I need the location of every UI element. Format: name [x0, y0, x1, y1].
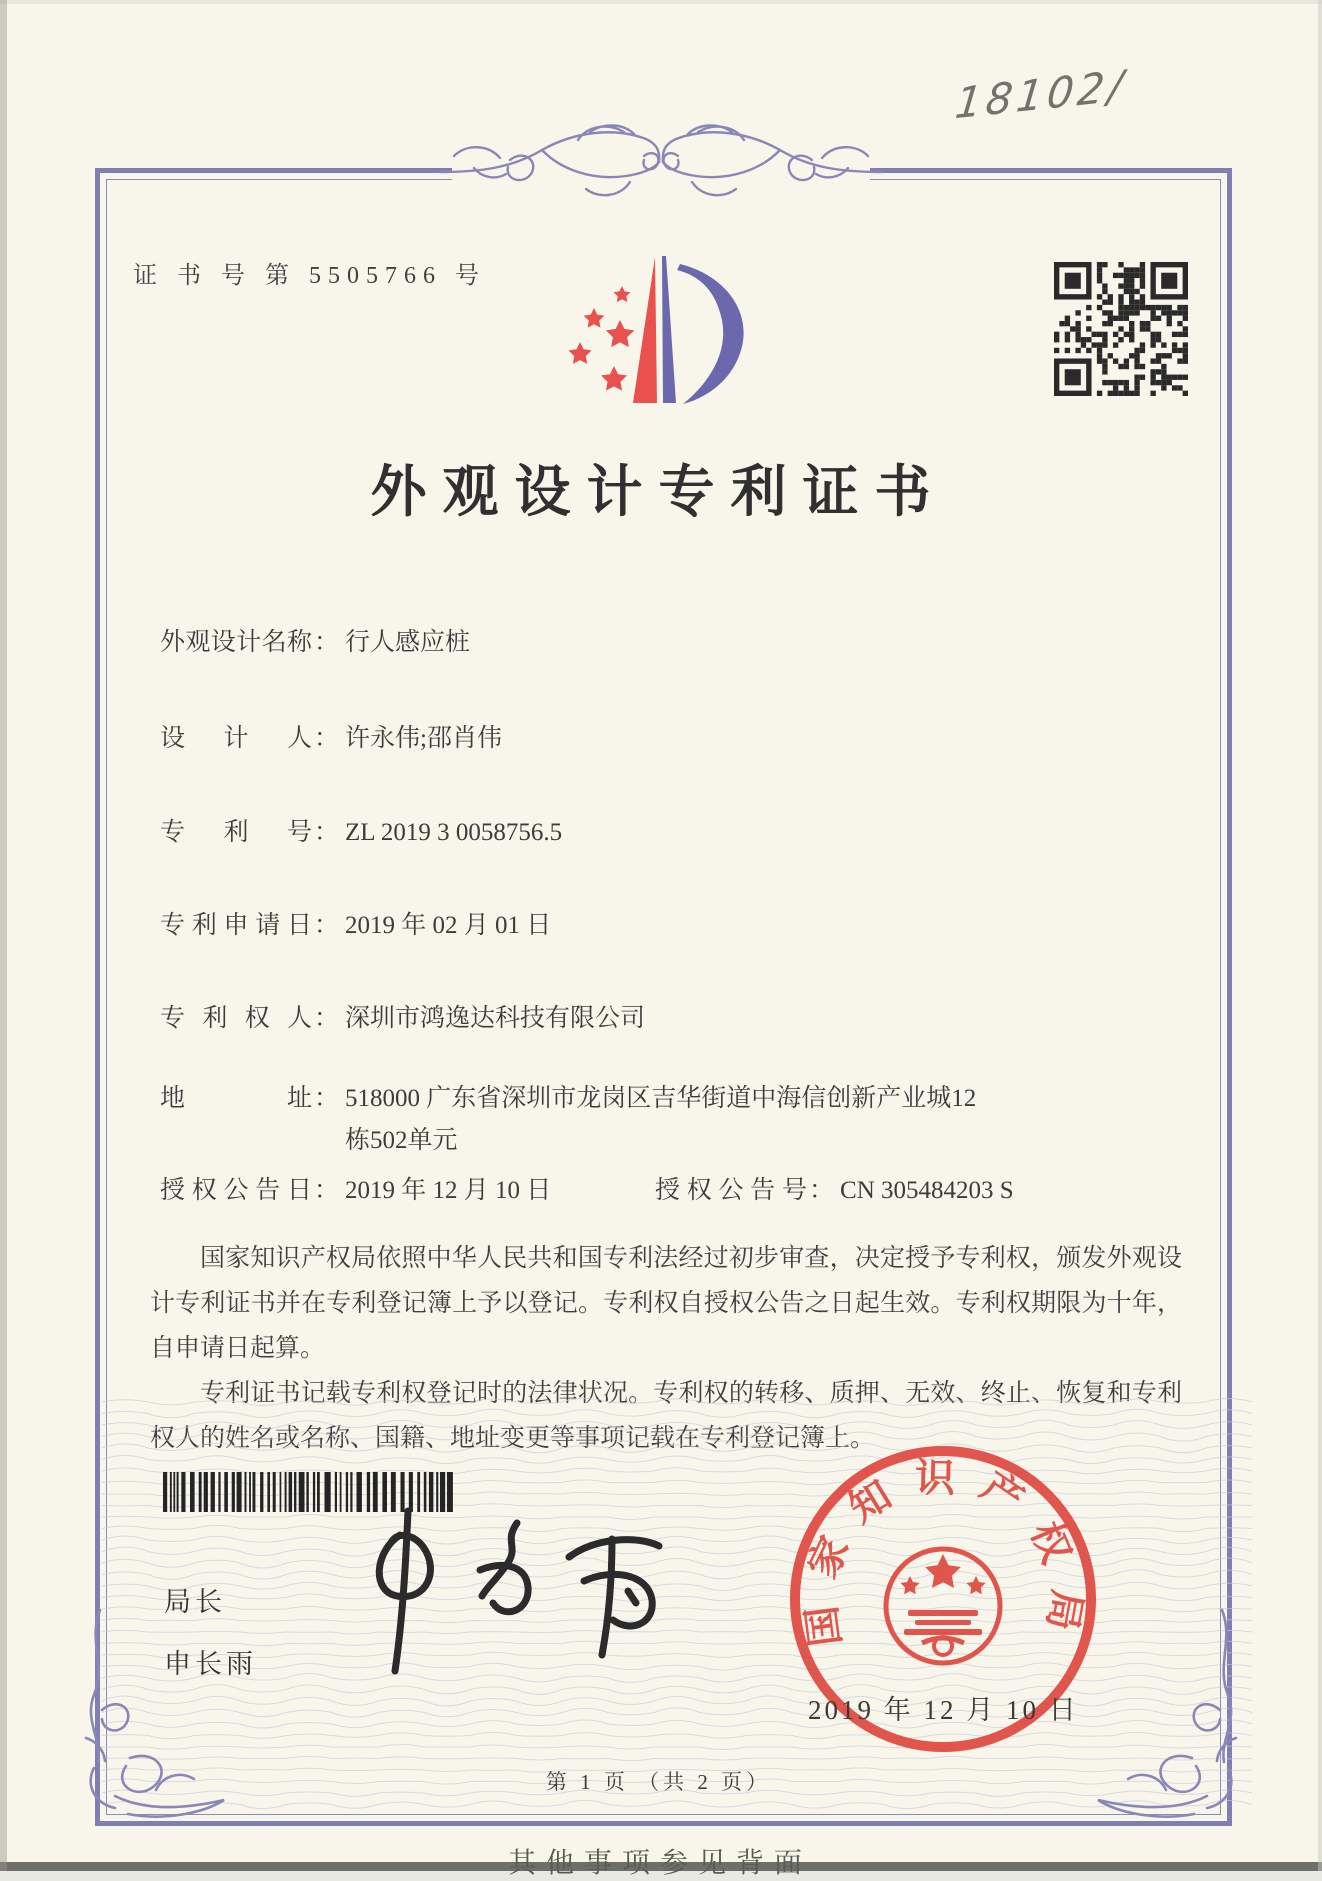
seal-date: 2019 年 12 月 10 日 [808, 1695, 1079, 1725]
field-colon: ： [314, 912, 340, 939]
qr-code [1054, 262, 1188, 396]
bottom-right-flourish-ornament [1075, 1610, 1250, 1825]
director-signature [345, 1495, 680, 1690]
field-label: 授权公告日 [160, 1177, 312, 1204]
field-patentee [160, 998, 645, 1040]
bottom-left-flourish-ornament [72, 1610, 247, 1825]
field-value: 许永伟;邵肖伟 [345, 725, 502, 752]
certificate-title: 外观设计专利证书 [370, 462, 947, 524]
field-value: 2019 年 12 月 10 日 [345, 1177, 552, 1204]
field-colon: ： [314, 1005, 340, 1032]
field-grant-number [655, 1170, 1014, 1212]
field-value: 518000 广东省深圳市龙岗区吉华街道中海信创新产业城12栋502单元 [345, 1085, 977, 1154]
field-label: 设计人 [160, 725, 312, 752]
field-colon: ： [809, 1177, 835, 1204]
clipped-bottom-text: 其他事项参见背面 [507, 1848, 812, 1879]
handwritten-annotation: 18102/ [952, 60, 1129, 129]
cnipa-logo-icon [543, 238, 761, 410]
page-number-footer: 第 1 页 （共 2 页） [545, 1770, 772, 1794]
field-colon: ： [314, 1085, 340, 1112]
officer-name: 申长雨 [164, 1649, 257, 1679]
field-label: 专利号 [160, 819, 312, 846]
field-label: 专利权人 [160, 1005, 312, 1032]
legal-paragraph-2: 专利证书记载专利权登记时的法律状况。专利权的转移、质押、无效、终止、恢复和专利权人的姓名或名称、国籍、地址变更等事项记载在专利登记簿上。 [150, 1380, 1182, 1452]
national-emblem-icon [886, 1549, 1000, 1663]
field-address [160, 1078, 993, 1162]
officer-title: 局长 [164, 1587, 226, 1617]
field-designer [160, 718, 502, 760]
field-value: ZL 2019 3 0058756.5 [345, 819, 563, 846]
field-label: 授权公告号 [655, 1177, 807, 1204]
field-value: CN 305484203 S [840, 1177, 1014, 1204]
field-label: 地址 [160, 1085, 312, 1112]
legal-paragraph-1: 国家知识产权局依照中华人民共和国专利法经过初步审查，决定授予专利权，颁发外观设计专利证书并在专利登记簿上予以登记。专利权自授权公告之日起生效。专利权期限为十年，自申请日起算。 [150, 1245, 1182, 1362]
top-dragon-flourish-ornament [440, 110, 882, 238]
field-colon: ： [314, 819, 340, 846]
certificate-number: 证 书 号 第 5505766 号 [133, 263, 486, 289]
field-colon: ： [314, 725, 340, 752]
field-value: 行人感应桩 [345, 629, 471, 656]
field-grant-row [160, 1170, 1190, 1212]
field-colon: ： [314, 629, 340, 656]
seal-ring-text: 国家知识产权局 [796, 1454, 1091, 1656]
field-label: 外观设计名称 [160, 629, 312, 656]
field-label: 专利申请日 [160, 912, 312, 939]
field-application-date [160, 905, 551, 947]
field-value: 深圳市鸿逸达科技有限公司 [345, 1005, 646, 1032]
field-colon: ： [314, 1177, 340, 1204]
field-design-name [160, 622, 470, 664]
field-patent-number [160, 812, 562, 854]
field-value: 2019 年 02 月 01 日 [345, 912, 552, 939]
